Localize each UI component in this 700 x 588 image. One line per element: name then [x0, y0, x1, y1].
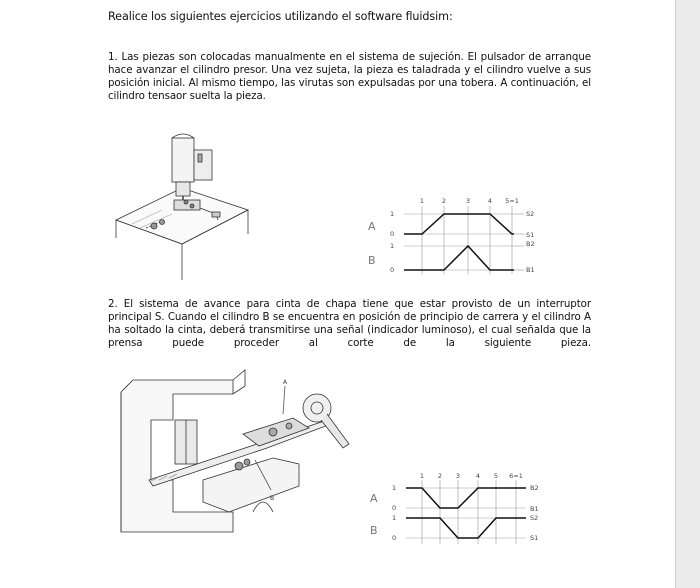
sensor-label: S2 — [526, 210, 535, 218]
step-label: 4 — [475, 472, 481, 480]
step-label: 3 — [455, 472, 461, 480]
step-label: 5=1 — [505, 197, 519, 205]
level-label: 0 — [392, 534, 397, 542]
level-label: 1 — [392, 484, 397, 492]
step-label: 6=1 — [509, 472, 523, 480]
machine-label-b: B — [270, 495, 275, 502]
machine-label-a: A — [283, 379, 288, 386]
level-label: 0 — [392, 504, 397, 512]
sensor-label: B1 — [530, 505, 539, 513]
page-heading: Realice los siguientes ejercicios utilizando el software fluidsim: — [108, 10, 453, 23]
sensor-label: B1 — [526, 266, 535, 274]
sensor-label: S2 — [530, 514, 539, 522]
motion-step-diagram-1 — [364, 194, 554, 280]
page-margin — [676, 0, 700, 588]
cylinder-b-label: B — [370, 524, 378, 537]
step-label: 5 — [493, 472, 499, 480]
step-label: 4 — [487, 197, 493, 205]
sensor-label: B2 — [526, 240, 535, 248]
cylinder-a-label: A — [370, 492, 378, 505]
strip-feed-press-labels — [113, 362, 353, 542]
level-label: 1 — [392, 514, 397, 522]
step-label: 3 — [465, 197, 471, 205]
step-label: 1 — [419, 197, 425, 205]
step-label: 1 — [419, 472, 425, 480]
level-label: 0 — [390, 266, 395, 274]
cylinder-a-label: A — [368, 220, 376, 233]
step-label: 2 — [437, 472, 443, 480]
step-label: 2 — [441, 197, 447, 205]
drilling-machine-illustration — [112, 128, 252, 283]
level-label: 1 — [390, 210, 395, 218]
cylinder-b-label: B — [368, 254, 376, 267]
sensor-label: B2 — [530, 484, 539, 492]
level-label: 1 — [390, 242, 395, 250]
exercise-2-text: 2. El sistema de avance para cinta de chapa tiene que estar provisto de un interruptor principal S. Cuando el cilindro B se encuentra en posición de principio de carrera y el cilindro A ha soltado la cinta, deberá transmitirse una señal (indicador luminoso), el cual señalda que la prensa puede proceder al corte de la siguiente pieza. — [108, 298, 591, 349]
level-label: 0 — [390, 230, 395, 238]
sensor-label: S1 — [530, 534, 539, 542]
motion-step-diagram-2 — [366, 472, 556, 552]
sensor-label: S1 — [526, 231, 535, 239]
exercise-1-text: 1. Las piezas son colocadas manualmente en el sistema de sujeción. El pulsador de arranque hace avanzar el cilindro presor. Una vez sujeta, la pieza es taladrada y el cilindro vuelve a sus posición inicial. Al mismo tiempo, las virutas son expulsadas por una tobera. A continuación, el cilindro tensaor suelta la pieza. — [108, 51, 591, 102]
